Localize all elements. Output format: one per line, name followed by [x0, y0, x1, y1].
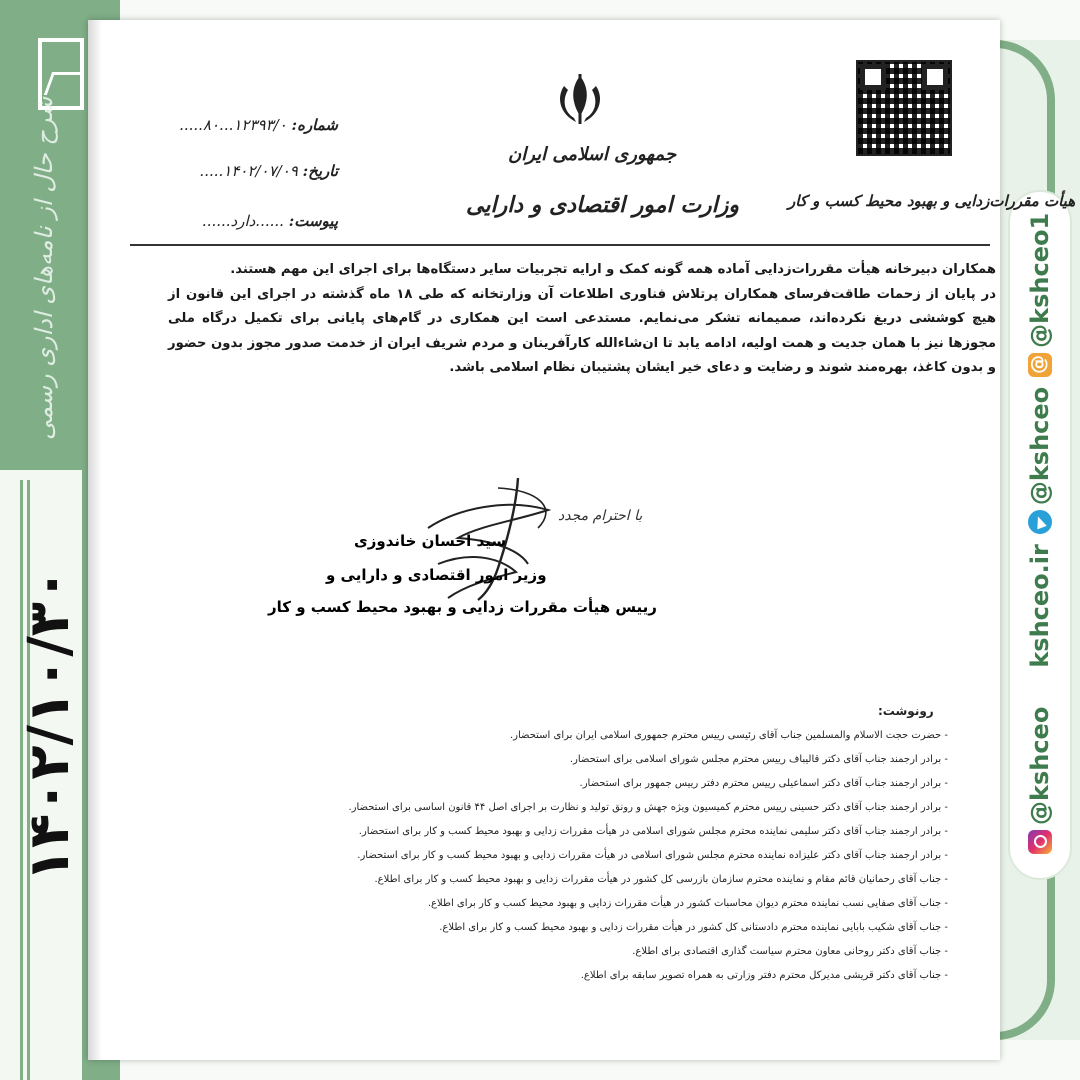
ministry-title: وزارت امور اقتصادی و دارایی: [466, 192, 740, 218]
cc-item: - حضرت حجت الاسلام والمسلمین جناب آقای رئیسی رییس محترم جمهوری اسلامی ایران برای استحضار.: [509, 730, 948, 741]
cc-item: - برادر ارجمند جناب آقای دکتر سلیمی نماینده محترم مجلس شورای اسلامی در هیأت مقررات زدایی و بهبود محیط کسب و کار برای استحضار.: [358, 826, 948, 837]
post-date: ۱۴۰۲/۱۰/۳۰: [17, 567, 82, 883]
cc-item: - جناب آقای دکتر قریشی مدیرکل محترم دفتر وزارتی به همراه تصویر سابقه برای اطلاع.: [580, 970, 948, 981]
letter-date-label: تاریخ:: [302, 162, 338, 180]
letter-number-value: ۱۲۳۹۳/۰...۸۰.....: [179, 116, 287, 134]
handle-website[interactable]: [1026, 544, 1054, 697]
cc-item: - جناب آقای صفایی نسب نماینده محترم دیوان محاسبات کشور در هیأت مقررات زدایی و بهبود محیط کسب و کار برای اطلاع.: [427, 898, 948, 909]
header-divider: [130, 244, 990, 246]
cc-item: - برادر ارجمند جناب آقای دکتر اسماعیلی رییس محترم دفتر رییس جمهور برای استحضار.: [579, 778, 948, 789]
body-paragraph-2: در پایان از زحمات طاقت‌فرسای همکاران پرتلاش فناوری اطلاعات آن وزارتخانه که طی ۱۸ ماه گذشته در اجرای این قانون از هیچ کوششی دریغ نکرده‌اند، صمیمانه تشکر می‌نمایم. مستدعی است این همکاری در گام‌های پایانی برای تکمیل درگاه ملی مجوزها نیز با همان جدیت و همت اولیه، ادامه یابد تا ان‌شاءالله کارآفرینان و مردم شریف ایران از خدمت صدور مجوز بدون حضور و بدون کاغذ، بهره‌مند شوند و رضایت و دعای خیر ایشان پشتیبان نظام اسلامی باشد.: [168, 286, 996, 376]
body-paragraph-1: همکاران دبیرخانه هیأت مقررات‌زدایی آماده همه گونه کمک و ارایه تجربیات سایر دستگاه‌ها برای اجرای این مهم هستند.: [230, 262, 996, 277]
cc-item: - جناب آقای رحمانیان قائم مقام و نماینده محترم سازمان بازرسی کل کشور در هیأت مقررات زدایی و بهبود محیط کسب و کار برای اطلاع.: [374, 874, 948, 885]
web-icon: [1028, 673, 1052, 697]
letter-number: [168, 116, 338, 134]
cc-heading: رونوشت:: [878, 704, 934, 718]
signatory-title-2: رییس هیأت مقررات زدایی و بهبود محیط کسب و کار: [268, 598, 657, 616]
letter-attachment-label: پیوست:: [288, 212, 338, 230]
cc-item: - جناب آقای شکیب بابایی نماینده محترم دادستانی کل کشور در هیأت مقررات زدایی و بهبود محیط کسب و کار برای اطلاع.: [439, 922, 948, 933]
social-handles: [1020, 212, 1060, 854]
handle-eitaa[interactable]: [1026, 213, 1054, 377]
letter-attachment-value: ......دارد......: [201, 212, 284, 230]
cc-item: - جناب آقای دکتر روحانی معاون محترم سیاست گذاری اقتصادی برای اطلاع.: [632, 946, 948, 957]
letter-date-value: ۱۴۰۲/۰۷/۰۹.....: [199, 162, 298, 180]
cc-item: - برادر ارجمند جناب آقای دکتر حسینی رییس محترم کمیسیون ویژه جهش و رونق تولید و نظارت بر اجرای اصل ۴۴ قانون اساسی برای استحضار.: [348, 802, 948, 813]
handle-website-text: kshceo.ir: [1026, 544, 1054, 668]
signatory-title-1: وزیر امور اقتصادی و دارایی و: [326, 566, 547, 584]
letter-date: [168, 162, 338, 180]
telegram-icon: [1028, 510, 1052, 534]
letter-body: [168, 258, 996, 381]
qr-code-icon: [856, 60, 952, 156]
instagram-icon: [1028, 830, 1052, 854]
letter-number-label: شماره:: [291, 116, 338, 134]
handle-telegram[interactable]: [1026, 387, 1054, 534]
eitaa-icon: [1028, 353, 1052, 377]
sheet-edge-shade: [88, 20, 102, 1060]
cc-list: [168, 724, 948, 988]
left-script-text: شرح حال از نامه‌های اداری رسمی: [30, 96, 58, 440]
handle-telegram-text: @kshceo: [1026, 386, 1054, 506]
handle-instagram-text: @kshceo: [1026, 706, 1054, 825]
handle-instagram[interactable]: [1026, 707, 1054, 854]
closing-respect: با احترام مجدد: [558, 508, 643, 524]
signatory-name: سید احسان خاندوزی: [354, 532, 507, 550]
organization-title: هیأت مقررات‌زدایی و بهبود محیط کسب و کار: [788, 192, 1076, 210]
iran-emblem-icon: [550, 72, 610, 128]
letter-attachment: [168, 212, 338, 230]
handle-eitaa-text: @kshceo1: [1026, 212, 1054, 348]
cc-item: - برادر ارجمند جناب آقای دکتر علیزاده نماینده محترم مجلس شورای اسلامی در هیأت مقررات زدایی و بهبود محیط کسب و کار برای استحضار.: [357, 850, 948, 861]
cc-item: - برادر ارجمند جناب آقای دکتر قالیباف رییس محترم مجلس شورای اسلامی برای استحضار.: [569, 754, 948, 765]
republic-title: جمهوری اسلامی ایران: [508, 144, 677, 165]
